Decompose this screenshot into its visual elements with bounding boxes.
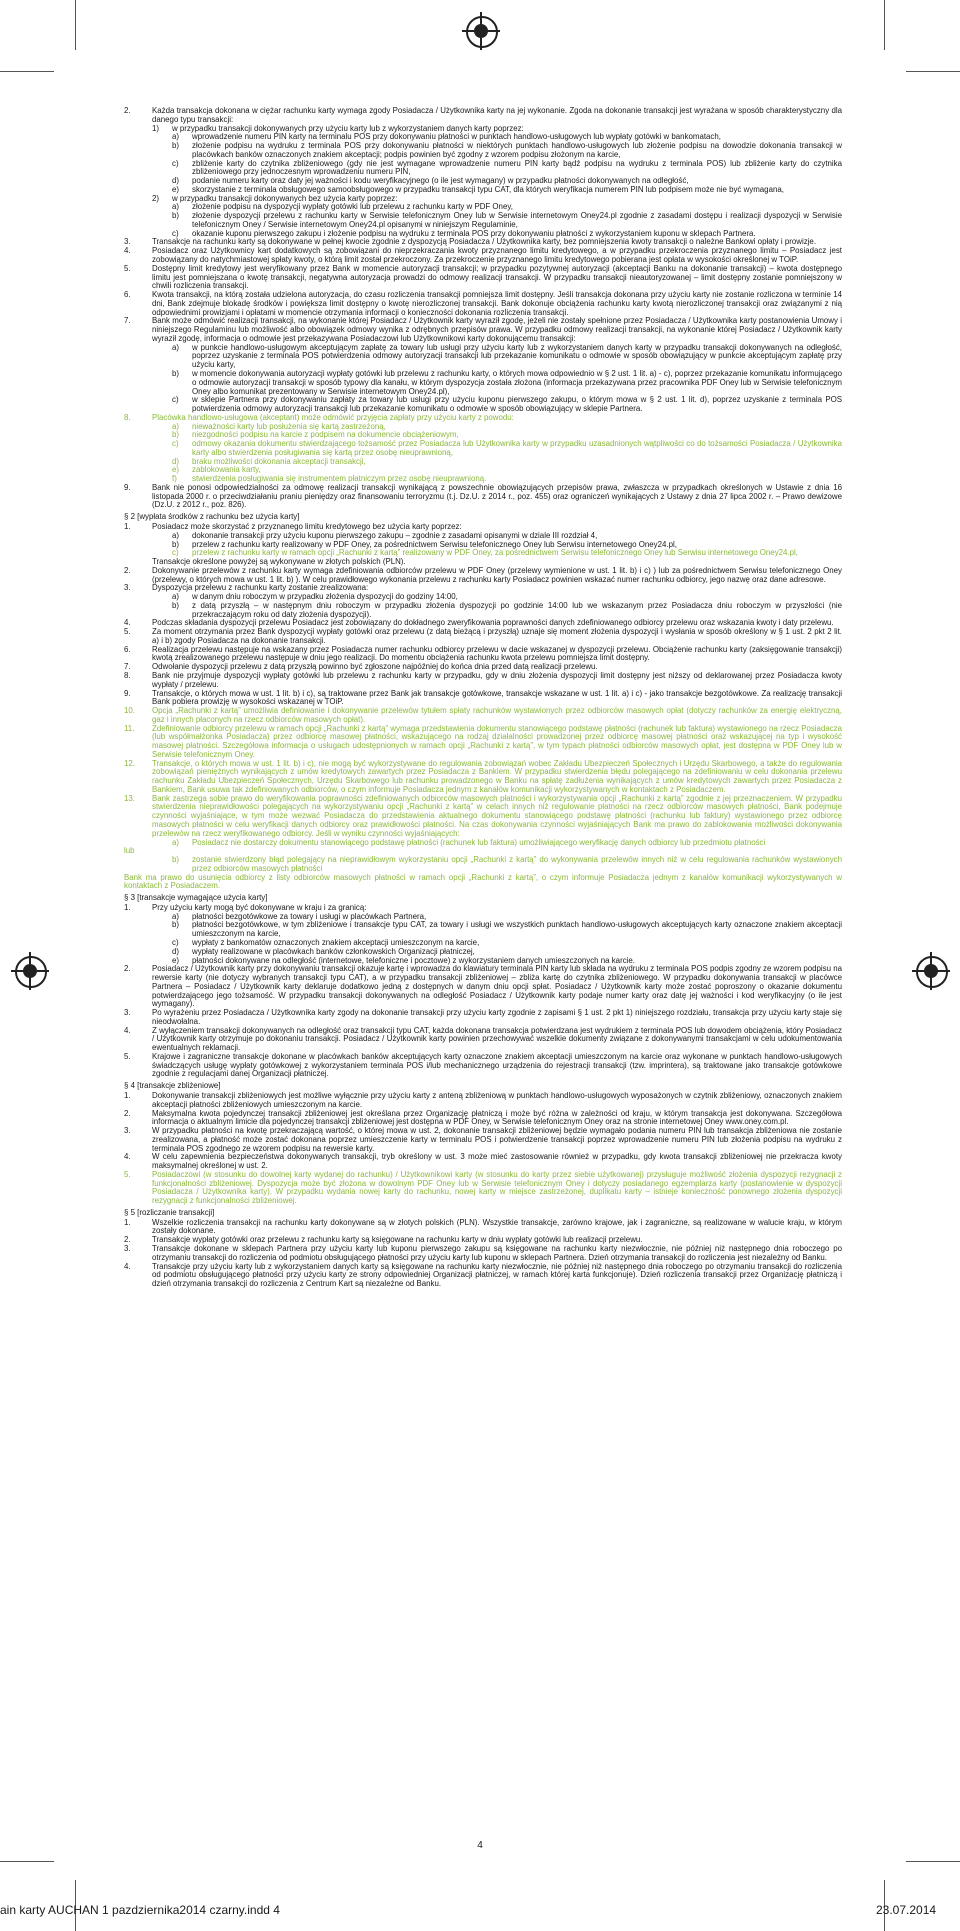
crop-mark-icon [462, 12, 500, 50]
numbered-paragraph [124, 247, 842, 265]
crop-line [906, 71, 960, 72]
item-text: Przy użyciu karty mogą być dokonywane w kraju i za granicą: [152, 902, 367, 912]
numbered-paragraph [124, 1027, 842, 1053]
item-marker: 3. [124, 583, 131, 593]
item-marker: b) [172, 430, 180, 440]
item-marker: c) [172, 439, 179, 449]
list-item [172, 602, 842, 620]
page-number: 4 [477, 1840, 483, 1851]
item-text: zbliżenie karty do czytnika zbliżeniowego (gdy nie jest wymagane wprowadzenie numeru PIN karty bądź podpisu na wydruku z terminala POS) lub zbliżenie karty do czytnika zbliżeniowego przy jednoczesnym wprowadzeniu numeru PIN, [192, 158, 842, 177]
crop-mark-icon [912, 952, 950, 990]
item-marker: d) [172, 456, 180, 466]
item-marker: a) [172, 132, 180, 142]
crop-mark-icon [11, 952, 49, 990]
item-text: płatności bezgotówkowe za towary i usługi w placówkach Partnera, [192, 911, 427, 921]
item-text: płatności bezgotówkowe, w tym zbliżeniowe i transakcje typu CAT, za towary i usługi we wszystkich punktach handlowo-usługowych akceptujących karty oznaczone znakiem akceptacji umieszczonym na karcie, [192, 920, 842, 939]
numbered-paragraph [124, 1245, 842, 1263]
item-text: Podczas składania dyspozycji przelewu Posiadacz jest zobowiązany do dokładnego zweryfikowania poprawności danych zdefiniowanego odbiorcy przelewu oraz wskazania kwoty i daty przelewu. [152, 618, 834, 628]
item-text: Z wyłączeniem transakcji dokonywanych na odległość oraz transakcji typu CAT, każda dokonana transakcja potwierdzana jest wydrukiem z terminala POS lub dowodem obciążenia, który Posiadacz / Użytkownik karty otrzymuje po dokonaniu transakcji. Posiadacz / Użytkownik karty powinien przechowywać wszelkie dokumenty związane z dokonywanymi transakcjami w celu udokumentowania ewentualnych reklamacji. [152, 1025, 842, 1053]
item-text: Posiadacz może skorzystać z przyznanego limitu kredytowego bez użycia karty poprzez: [152, 521, 462, 531]
numbered-paragraph [124, 628, 842, 646]
item-text: Bank nie przyjmuje dyspozycji wypłaty gotówki lub przelewu z rachunku karty w przypadku, gdy w dniu złożenia dyspozycji limit dostępny jest niższy od deklarowanej przez Posiadacza kwoty wypłaty / przelewu. [152, 671, 842, 689]
item-text: Dokonywanie transakcji zbliżeniowych jest możliwe wyłącznie przy użyciu karty z anteną zbliżeniową w punktach handlowo-usługowych wyposażonych w czytnik zbliżeniowy, oznaczonych znakiem akceptacji płatności zbliżeniowych umieszczonym na karcie. [152, 1090, 842, 1109]
item-text: Opcja „Rachunki z kartą” umożliwia definiowanie i dokonywanie przelewów tytułem spłaty rachunków wystawionych przez odbiorców masowych opłat (dotyczy rachunków za energię elektryczną, gaz i innych płaconych na rzecz odbiorców masowych opłat). [152, 706, 842, 724]
numbered-paragraph [124, 291, 842, 317]
item-text: Dokonywanie przelewów z rachunku karty wymaga zdefiniowania odbiorców przelewu w PDF Oney (przelewy wymienione w ust. 1 lit. b) i c) ) lub za pośrednictwem Serwisu telefonicznego Oney (przelewy, o których mowa w ust. 1 lit. b) ). W celu prawidłowego wykonania przelewu z rachunku karty Posiadacz powinien wskazać numer rachunku odbiorcy, jego nazwę oraz dane adresowe. [152, 565, 842, 584]
numbered-paragraph [124, 317, 842, 343]
list-item [172, 212, 842, 230]
item-text: Wszelkie rozliczenia transakcji na rachunku karty dokonywane są w złotych polskich (PLN). Wszystkie transakcje, zarówno krajowe, jak i zagraniczne, są realizowane w walucie kraju, w którym zostały dokonane. [152, 1217, 842, 1236]
list-item [172, 370, 842, 396]
item-marker: e) [172, 184, 180, 194]
item-marker: a) [172, 202, 180, 212]
item-marker: 9. [124, 482, 131, 492]
numbered-paragraph [124, 1053, 842, 1079]
item-marker: 2) [152, 193, 160, 203]
item-text: dokonanie transakcji przy użyciu kuponu pierwszego zakupu – zgodnie z zasadami opisanymi w dziale III rozdział 4, [192, 530, 598, 540]
item-text: okazanie kuponu pierwszego zakupu i złożenie podpisu na wydruku z terminala POS przy dokonywaniu płatności z wykorzystaniem kuponu w sklepach Partnera. [192, 228, 756, 238]
list-item [172, 921, 842, 939]
item-text: zablokowania karty, [192, 465, 261, 475]
list-item [172, 549, 842, 558]
print-slug-filename: ain karty AUCHAN 1 pazdziernika2014 czarny.indd 4 [0, 1903, 280, 1917]
item-text: Zdefiniowanie odbiorcy przelewu w ramach opcji „Rachunki z kartą” wymaga przedstawienia dokumentu stanowiącego podstawę płatności (rachunek lub faktura) wystawionego na rzecz Posiadacza (lub współmałżonka Posiadacza) przez odbiorcę masowej płatności, wskazującego na rodzaj działalności prowadzonej przez odbiorcę masowej płatności oraz wskazującej na typ i wysokość masowej płatności. Szczegółowa informacja o usługach udostępnionych w ramach opcji „Rachunki z kartą”, w tym typach płatności odbiorców masowych opłat, jest dostępna w PDF Oney lub w Serwisie telefonicznym Oney. [152, 723, 842, 759]
item-marker: 1. [124, 1217, 131, 1227]
numbered-paragraph [124, 690, 842, 708]
numbered-paragraph [124, 265, 842, 291]
item-text: Bank może odmówić realizacji transakcji, na wykonanie której Posiadacz / Użytkownik karty wyraził zgodę, jeżeli nie zostały spełnione przez Posiadacza / Użytkownika karty postanowienia Umowy i niniejszego Regulaminu lub możliwość albo obowiązek odmowy wynika z odrębnych przepisów prawa. W przypadku odmowy realizacji transakcji, na wykonanie której Posiadacz / Użytkownik karty wyraził zgodę, informacja o odmowie jest przekazywana Posiadaczowi lub Użytkownikowi karty dokonującemu transakcji: [152, 316, 842, 343]
item-text: płatności dokonywane na odległość (internetowe, telefoniczne i pocztowe) z wykorzystaniem danych umieszczonych na karcie. [192, 955, 635, 965]
section-heading [124, 1209, 842, 1218]
item-text: w przypadku transakcji dokonywanych przy użyciu karty lub z wykorzystaniem danych karty poprzez: [172, 123, 524, 133]
item-marker: 6. [124, 644, 131, 654]
item-marker: 1. [124, 521, 131, 531]
item-text: złożenie dyspozycji przelewu z rachunku karty w Serwisie telefonicznym Oney lub w Serwisie internetowym Oney24.pl zgodnie z zasadami dostępu i realizacji dyspozycji w Serwisie telefonicznym Oney / Serwisie internetowym Oney24.pl opisanymi w niniejszym Regulaminie, [192, 211, 842, 229]
item-marker: 5. [124, 1051, 131, 1061]
item-marker: 2. [124, 1235, 131, 1245]
item-text: § 3 [transakcje wymagające użycia karty] [124, 893, 268, 903]
item-text: Posiadacz oraz Użytkownicy kart dodatkowych są zobowiązani do nieprzekraczania kwoty przyznanego limitu kredytowego, a w przypadku przekroczenia przyznanego limitu – Posiadacz jest zobowiązany do natychmiastowej spłaty kwoty, o którą limit został przekroczony. Za przekroczenie przyznanego limitu kredytowego pobierana jest opłata w wysokości określonej w TOiP. [152, 246, 842, 265]
item-text: Maksymalna kwota pojedynczej transakcji zbliżeniowej jest określana przez Organizację płatniczą i może być różna w zależności od kraju, w którym transakcja jest dokonywana. Szczegółowa informacja o aktualnym limicie dla pojedynczej transakcji zbliżeniowej jest dostępna w PDF Oney, w Serwisie telefonicznym Oney oraz na stronie internetowej Oney www.oney.com.pl. [152, 1108, 842, 1127]
item-marker: 3. [124, 237, 131, 247]
numbered-paragraph [124, 672, 842, 690]
crop-line [0, 1861, 54, 1862]
item-text: złożenie podpisu na dyspozycji wypłaty gotówki lub przelewu z rachunku karty w PDF Oney, [192, 202, 513, 212]
item-marker: 4. [124, 246, 131, 256]
item-text: niezgodności podpisu na karcie z podpisem na dokumencie obciążeniowym, [192, 430, 459, 440]
item-text: § 2 [wypłata środków z rachunku bez użycia karty] [124, 512, 300, 522]
item-marker: 11. [124, 723, 135, 733]
item-text: złożenie podpisu na wydruku z terminala POS przy dokonywaniu płatności w niektórych punktach handlowo-usługowych lub złożenie podpisu na dowodzie dokonania transakcji w placówkach banków oznaczonych znakiem akceptacji; podpis powinien być zgodny z wzorem podpisu złożonym na karcie, [192, 141, 842, 159]
item-marker: 7. [124, 316, 131, 326]
item-marker: 5. [124, 627, 131, 637]
item-marker: 1. [124, 1090, 131, 1100]
item-text: stwierdzenia posługiwania się instrumentem płatniczym przez osobę nieuprawnioną. [192, 474, 487, 484]
item-marker: c) [172, 158, 179, 168]
item-marker: a) [172, 530, 180, 540]
item-text: skorzystanie z terminala obsługowego samoobsługowego w przypadku transakcji typu CAT, dla których weryfikacja numerem PIN lub podpisem może nie być wymagana, [192, 184, 784, 194]
item-text: Dyspozycja przelewu z rachunku karty zostanie zrealizowana: [152, 583, 369, 593]
item-text: Transakcje dokonane w sklepach Partnera przy użyciu karty lub kuponu pierwszego zakupu są księgowane na rachunku karty niezwłocznie, nie później niż następnego dnia roboczego po otrzymaniu transakcji do rozliczenia od podmiotu obsługującego płatności przy użyciu karty lub kuponu w sklepach Partnera. Dzień otrzymania transakcji do rozliczenia jest niezależny od Banku. [152, 1244, 842, 1262]
item-marker: c) [172, 395, 179, 405]
list-item [172, 396, 842, 414]
list-item [172, 458, 842, 467]
item-text: Kwota transakcji, na którą została udzielona autoryzacja, do czasu rozliczenia transakcji pomniejsza limit dostępny. Jeśli transakcja dokonana przy użyciu karty nie zostanie rozliczona w terminie 14 dni, Bank zdejmuje blokadę środków i powiększa limit dostępny o kwotę nierozliczonej transakcji. Bank dokonuje obciążenia rachunku karty kwotą nierozliczonej transakcji oraz związanymi z nią odpowiednimi prowizjami i opłatami w momencie otrzymania informacji o konieczności dokonania rozliczenia transakcji. [152, 290, 842, 317]
item-text: zostanie stwierdzony błąd polegający na nieprawidłowym wykorzystaniu opcji „Rachunki z kartą” do wykonywania przelewów innych niż w celu regulowania rachunków wystawionych przez odbiorców masowych płatności [192, 855, 842, 873]
item-text: z datą przyszłą – w następnym dniu roboczym w przypadku złożenia dyspozycji po godzinie 14:00 lub we wskazanym przez Posiadacza dniu roboczym w przyszłości (nie przekraczającym roku od daty złożenia dyspozycji). [192, 600, 842, 619]
item-marker: b) [172, 539, 180, 549]
list-item [172, 160, 842, 178]
item-text: Realizacja przelewu następuje na wskazany przez Posiadacza numer rachunku odbiorcy przelewu w dacie wskazanej w dyspozycji przelewu. Obciążenie rachunku karty (zaksięgowanie transakcji) kwotą zrealizowanego przelewu następuje w dniu jego realizacji. Do momentu obciążenia rachunku kwota przelewu pomniejsza limit dostępny. [152, 644, 842, 663]
paragraph [124, 874, 842, 892]
item-marker: e) [172, 955, 180, 965]
item-text: Odwołanie dyspozycji przelewu z datą przyszłą powinno być zgłoszone najpóźniej do końca dnia przed datą realizacji przelewu. [152, 662, 598, 672]
item-marker: a) [172, 592, 180, 602]
item-text: w momencie dokonywania autoryzacji wypłaty gotówki lub przelewu z rachunku karty, o których mowa odpowiednio w § 2 ust. 1 lit. a) - c), poprzez przekazanie komunikatu informującego o odmowie autoryzacji transakcji w sposób typowy dla kanału, w którym dyspozycja została złożona (informacja przekazywana przez pracownika PDF Oney lub w Serwisie telefonicznym Oney albo komunikat prezentowany w Serwisie internetowym Oney24.pl), [192, 368, 842, 396]
item-text: w punkcie handlowo-usługowym akceptującym zapłatę za towary lub usługi przy użyciu karty lub z wykorzystaniem danych karty w przypadku transakcji dokonywanych na odległość, poprzez uzyskanie z terminala POS potwierdzenia odmowy autoryzacji transakcji lub przekazanie komunikatu o odmowie w sposób obowiązujący w punkcie akceptującym zapłatę przy użyciu karty, [192, 342, 842, 370]
item-marker: f) [172, 474, 177, 484]
numbered-paragraph [124, 1009, 842, 1027]
item-text: W celu zapewnienia bezpieczeństwa dokonywanych transakcji, tryb określony w ust. 3 może mieć zastosowanie również w przypadku, gdy kwota transakcji zbliżeniowej nie przekracza kwoty maksymalnej określonej w ust. 2. [152, 1152, 842, 1171]
item-marker: a) [172, 421, 180, 431]
item-text: braku możliwości dokonania akceptacji transakcji, [192, 456, 366, 466]
item-marker: a) [172, 837, 180, 847]
item-marker: 4. [124, 1025, 131, 1035]
item-marker: 4. [124, 618, 131, 628]
item-marker: 1) [152, 123, 160, 133]
item-text: Bank nie ponosi odpowiedzialności za odmowę realizacji transakcji wynikającą z powszechnie obowiązujących przepisów prawa, zwłaszcza w przypadkach określonych w Ustawie z dnia 16 listopada 2000 r. o przeciwdziałaniu praniu pieniędzy oraz finansowaniu terroryzmu (t.j. Dz.U. z 2014 r., poz. 455) oraz ograniczeń wynikających z Ustawy z dnia 27 lipca 2002 r. – Prawo dewizowe (Dz.U. z 2012 r., poz. 826). [152, 482, 842, 510]
item-marker: 7. [124, 662, 131, 672]
item-text: Posiadacz / Użytkownik karty przy dokonywaniu transakcji okazuje kartę i wprowadza do klawiatury terminala PIN karty lub składa na wydruku z terminala POS podpis zgodny ze wzorem podpisu na rewersie karty (nie dotyczy wybranych transakcji typu CAT), a w przypadku transakcji zbliżeniowej – zbliża kartę do czytnika zbliżeniowego. W przypadku dokonywania transakcji w placówce Partnera – Posiadacz / Użytkownik karty deklaruje dodatkowo jedną z dostępnych w danym dniu opcji spłat. Posiadacz / Użytkownik karty może zostać poproszony o okazanie dokumentu potwierdzającego jego tożsamość. W przypadku transakcji dokonywanych na odległość Posiadacz / Użytkownik karty podaje numer karty oraz datę jej ważności i kod weryfikacyjny (o ile jest wymagany). [152, 964, 842, 1009]
item-marker: 4. [124, 1261, 131, 1271]
numbered-paragraph [124, 707, 842, 725]
section-heading [124, 1082, 842, 1091]
item-marker: 3. [124, 1126, 131, 1136]
numbered-paragraph [124, 1092, 842, 1110]
item-marker: b) [172, 855, 180, 865]
crop-line [0, 71, 54, 72]
item-marker: e) [172, 465, 180, 475]
item-marker: 5. [124, 263, 131, 273]
list-item [172, 839, 842, 848]
list-item [172, 142, 842, 160]
item-text: Transakcje, o których mowa w ust. 1 lit. b) i c), nie mogą być wykorzystywane do regulowania zobowiązań wobec Zakładu Ubezpieczeń Społecznych i Urzędu Skarbowego, a także do regulowania zobowiązań pieniężnych wynikających z umów kredytowych zawartych przez Posiadacza z Bankiem. W przypadku stwierdzenia błędu polegającego na zdefiniowaniu w celu dokonania przelewu rachunku Zakładu Ubezpieczeń Społecznych, Urzędu Skarbowego lub rachunku prowadzonego w Banku na spłatę zadłużenia wynikających z umów kredytowych zawartych przez Posiadacza z Bankiem, Bank usuwa tak zdefiniowanych odbiorców, o czym informuje Posiadacza jednym z kanałów komunikacji wykorzystywanych w kontaktach z Posiadaczem. [152, 758, 842, 794]
item-marker: b) [172, 600, 180, 610]
item-marker: 4. [124, 1152, 131, 1162]
item-text: lub [124, 846, 135, 856]
item-marker: b) [172, 141, 180, 151]
crop-line [75, 0, 76, 50]
item-text: Bank zastrzega sobie prawo do weryfikowania poprawności zdefiniowanych odbiorców masowych płatności i wykorzystywania opcji „Rachunki z kartą” zgodnie z jej przeznaczeniem. W przypadku stwierdzenia nieprawidłowości polegających na wykorzystywaniu opcji „Rachunki z kartą” w celach innych niż regulowanie płatności na rzecz odbiorców masowych płatności, Bank podejmuje czynności wyjaśniające, w tym może wezwać Posiadacza do przedstawienia aktualnego dokumentu stanowiącego podstawę płatności (rachunku lub faktury) wystawionego przez odbiorcę masowych płatności w celu weryfikacji danych odbiorcy oraz prawidłowości płatności. Na czas dokonywania czynności wyjaśniających Bank ma prawo do zablokowania możliwości dokonywania przelewów na rzecz weryfikowanego odbiorcy. Jeśli w wyniku czynności wyjaśniających: [152, 793, 842, 838]
item-text: Transakcje, o których mowa w ust. 1 lit. b) i c), są traktowane przez Bank jak transakcje gotówkowe, transakcje wskazane w ust. 1 lit. a) i c) - jako transakcje bezgotówkowe. Za realizację transakcji Bank pobiera prowizję w wysokości wskazanej w TOiP. [152, 688, 842, 707]
item-text: Placówka handlowo-usługowa (akceptant) może odmówić przyjęcia zapłaty przy użyciu karty z powodu: [152, 412, 514, 422]
item-text: Transakcje na rachunku karty są dokonywane w pełnej kwocie zgodnie z dyspozycją Posiadacza / Użytkownika karty, bez pomniejszenia kwoty transakcji o należne Bankowi opłaty i prowizje. [152, 237, 817, 247]
numbered-paragraph [124, 1110, 842, 1128]
item-marker: c) [172, 228, 179, 238]
numbered-paragraph [124, 725, 842, 760]
numbered-paragraph [124, 965, 842, 1009]
item-text: Bank ma prawo do usunięcia odbiorcy z listy odbiorców masowych płatności w ramach opcji „Rachunki z kartą”, o czym informuje Posiadacza jednym z kanałów komunikacji wykorzystywanych w kontaktach z Posiadaczem. [124, 872, 842, 891]
item-text: Dostępny limit kredytowy jest weryfikowany przez Bank w momencie autoryzacji transakcji; w przypadku pozytywnej autoryzacji (akceptacji Banku na dokonanie transakcji) – kwota dostępnego limitu jest pomniejszana o kwotę transakcji, negatywna autoryzacja prowadzi do odmowy realizacji transakcji. W przypadku transakcji nieautoryzowanej – limit dostępny zostanie pomniejszony w chwili rozliczenia transakcji. [152, 263, 842, 291]
item-text: Posiadacz nie dostarczy dokumentu stanowiącego podstawę płatności (rachunek lub faktura) umożliwiającego weryfikację danych odbiorcy lub przedmiotu płatności [192, 837, 766, 847]
item-marker: 13. [124, 793, 135, 803]
item-marker: 5. [124, 1169, 131, 1179]
item-text: Za moment otrzymania przez Bank dyspozycji wypłaty gotówki oraz przelewu (z datą bieżącą i przyszłą) uznaje się moment złożenia dyspozycji i wysłania w sposób określony w § 1 ust. 2 pkt 2 lit. a) i b) zgody Posiadacza na dokonanie transakcji. [152, 627, 842, 645]
item-text: w sklepie Partnera przy dokonywaniu zapłaty za towary lub usługi przy użyciu kuponu pierwszego zakupu, o którym mowa w § 2 ust. 1 lit. d), poprzez uzyskanie z terminala POS potwierdzenia odmowy autoryzacji transakcji lub przekazanie komunikatu o odmowie w sposób obowiązujący w sklepie Partnera. [192, 395, 842, 414]
item-marker: 2. [124, 565, 131, 575]
item-marker: 3. [124, 1008, 131, 1018]
numbered-paragraph [124, 1171, 842, 1206]
item-text: wypłaty z bankomatów oznaczonych znakiem akceptacji umieszczonym na karcie, [192, 937, 480, 947]
numbered-paragraph [124, 760, 842, 795]
item-marker: 9. [124, 688, 131, 698]
item-marker: b) [172, 211, 180, 221]
item-marker: 6. [124, 290, 131, 300]
item-marker: 2. [124, 1108, 131, 1118]
section-heading [124, 513, 842, 522]
item-marker: c) [172, 937, 179, 947]
item-marker: 1. [124, 902, 131, 912]
item-text: § 5 [rozliczanie transakcji] [124, 1207, 215, 1217]
item-text: przelew z rachunku karty realizowany w PDF Oney, za pośrednictwem Serwisu telefonicznego Oney lub Serwisu internetowego Oney24.pl, [192, 539, 677, 549]
numbered-paragraph [124, 1153, 842, 1171]
item-text: przelew z rachunku karty w ramach opcji „Rachunki z kartą” realizowany w PDF Oney, za pośrednictwem Serwisu telefonicznego Oney lub Serwisu internetowego Oney24.pl, [192, 548, 798, 558]
item-text: Posiadaczowi (w stosunku do dowolnej karty wydanej do rachunku) / Użytkownikowi karty (w stosunku do karty przez siebie użytkowanej) przysługuje możliwość złożenia dyspozycji rezygnacji z funkcjonalności zbliżeniowej. Dyspozycja może być złożona w dowolnym PDF Oney lub w Serwisie telefonicznym Oney i dotyczy posiadanego egzemplarza karty (postanowienie w dyspozycji Posiadacza / Użytkownika karty). W przypadku wydania nowej karty do rachunku, nowej karty w miejsce zastrzeżonej, duplikatu karty – istnieje konieczność ponownego złożenia dyspozycji rezygnacji z funkcjonalności zbliżeniowej. [152, 1169, 842, 1206]
item-marker: 12. [124, 758, 135, 768]
item-marker: a) [172, 911, 180, 921]
numbered-paragraph [124, 1127, 842, 1153]
item-text: Transakcje określone powyżej są wykonywane w złotych polskich (PLN). [152, 557, 406, 567]
item-text: wypłaty realizowane w placówkach banków członkowskich Organizacji płatniczej, [192, 946, 475, 956]
document-body [124, 107, 842, 1289]
item-text: Krajowe i zagraniczne transakcje dokonane w placówkach banków akceptujących karty oznaczone znakiem akceptacji umieszczonym na karcie oraz wykonane w punktach handlowo-usługowych świadczących usługę wypłaty gotówkowej z wykorzystaniem terminala POS i/lub mechanicznego urządzenia do rejestracji transakcji (tzw. imprintera), są traktowane jako transakcje gotówkowe zgodnie z regulacjami danej Organizacji płatniczej. [152, 1051, 842, 1079]
item-marker: 10. [124, 706, 135, 716]
item-text: Po wyrażeniu przez Posiadacza / Użytkownika karty zgody na dokonanie transakcji przy użyciu karty zgodnie z zapisami § 1 ust. 2 pkt 1) niniejszego rozdziału, transakcja przy użyciu karty staje się nieodwołalna. [152, 1008, 842, 1026]
item-marker: 8. [124, 671, 131, 680]
item-marker: 8. [124, 412, 131, 422]
print-slug-date: 23.07.2014 [876, 1903, 937, 1917]
item-text: Każda transakcja dokonana w ciężar rachunku karty wymaga zgody Posiadacza / Użytkownika karty na jej wykonanie. Zgoda na dokonanie transakcji jest wyrażana w sposób charakterystyczny dla danego typu transakcji: [152, 106, 842, 124]
item-text: Transakcje wypłaty gotówki oraz przelewu z rachunku karty są księgowane na rachunku karty w dniu wypłaty gotówki lub realizacji przelewu. [152, 1235, 643, 1245]
numbered-paragraph [124, 1219, 842, 1237]
item-marker: b) [172, 368, 180, 378]
item-text: nieważności karty lub posłużenia się kartą zastrzeżoną, [192, 421, 386, 431]
list-item [172, 856, 842, 874]
item-marker: 3. [124, 1244, 131, 1253]
numbered-paragraph [124, 646, 842, 664]
item-marker: d) [172, 946, 180, 956]
item-text: § 4 [transakcje zbliżeniowe] [124, 1081, 221, 1091]
item-text: W przypadku płatności na kwotę przekraczającą wartość, o której mowa w ust. 2, dokonanie transakcji zbliżeniowej będzie wymagało podania numeru PIN lub transakcja zbliżeniowa nie zostanie zrealizowana, a płatność może zostać dokonana poprzez umieszczenie karty w terminalu POS i potwierdzenie transakcji poprzez wprowadzenie numeru PIN lub złożenia podpisu na wydruku z terminala POS zgodnego ze wzorem podpisu na rewersie karty. [152, 1126, 842, 1153]
item-marker: d) [172, 176, 180, 186]
item-text: wprowadzenie numeru PIN karty na terminalu POS przy dokonywaniu płatności w punktach handlowo-usługowych lub wypłaty gotówki w bankomatach, [192, 132, 721, 142]
item-text: podanie numeru karty oraz daty jej ważności i kodu weryfikacyjnego (o ile jest wymagany) w przypadku płatności dokonywanych na odległość, [192, 176, 689, 186]
list-item [172, 440, 842, 458]
crop-line [884, 0, 885, 50]
item-marker: a) [172, 342, 180, 352]
list-item [172, 344, 842, 370]
numbered-paragraph [124, 567, 842, 585]
numbered-paragraph [124, 107, 842, 125]
numbered-paragraph [124, 1263, 842, 1289]
item-text: w przypadku transakcji dokonywanych bez użycia karty poprzez: [172, 193, 398, 203]
item-text: w danym dniu roboczym w przypadku złożenia dyspozycji do godziny 14:00, [192, 592, 458, 602]
numbered-paragraph [124, 484, 842, 510]
crop-line [906, 1861, 960, 1862]
item-text: odmowy okazania dokumentu stwierdzającego tożsamość przez Posiadacza lub Użytkownika karty w przypadku uzasadnionych wątpliwości co do tożsamości Posiadacza / Użytkownika karty albo stwierdzenia posługiwania się kartą przez osobę nieuprawnioną, [192, 439, 842, 457]
numbered-paragraph [124, 795, 842, 839]
item-marker: c) [172, 548, 179, 558]
item-text: Transakcje przy użyciu karty lub z wykorzystaniem danych karty są księgowane na rachunku karty niezwłocznie, nie później niż następnego dnia roboczego po otrzymaniu transakcji do rozliczenia od podmiotu obsługującego płatności przy użyciu karty ze strony odpowiedniej Organizacji płatniczej, w ramach której karta funkcjonuje). Dzień rozliczenia transakcji przez Organizację płatniczą i dzień otrzymania transakcji do rozliczenia z Centrum Kart są niezależne od Banku. [152, 1261, 842, 1289]
item-marker: 2. [124, 106, 131, 115]
item-marker: b) [172, 920, 180, 930]
item-marker: 2. [124, 964, 131, 974]
section-heading [124, 894, 842, 903]
